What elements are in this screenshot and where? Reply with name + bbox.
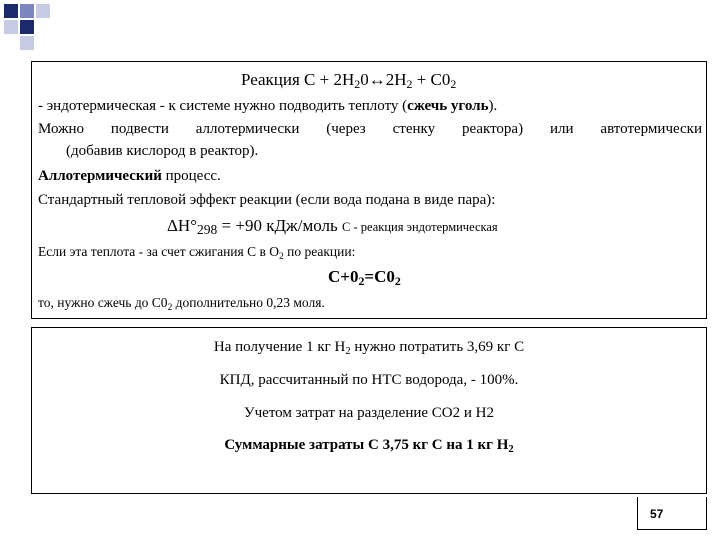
summary-line-hydrogen: На получение 1 кг $Н_2$ нужно потратить 3,69 кг С [213, 339, 525, 357]
reaction-title: Реакция $С + 2Н_20\leftrightarrow 2Н_2 + С0_2$ [241, 70, 457, 91]
combustion-reaction: $С+0_2=С0_2$ [328, 267, 401, 288]
corner-decoration [0, 0, 60, 50]
enthalpy-line: $\Delta Н^\circ_{298} = +90$ кДж/моль С - реакция эндотермическая [167, 216, 498, 237]
page-number-frame [637, 497, 707, 530]
standard-effect-line: Стандартный тепловой эффект реакции (если вода подана в виде пара): [38, 192, 496, 208]
supply-line: Можно подвести аллотермически (через стенку реактора) или автотермически [38, 121, 702, 137]
summary-line-total: Суммарные затраты С 3,75 кг С на 1 кг $Н_2$ [224, 437, 514, 455]
summary-line-efficiency: КПД, рассчитанный по НТС водорода, - 100%. [219, 372, 519, 388]
summary-text-box [31, 327, 707, 494]
page-number: 57 [650, 507, 664, 521]
supply-line-continued: (добавив кислород в реактор). [66, 143, 259, 159]
summary-line-separation: Учетом затрат на разделение СО2 и Н2 [244, 405, 494, 421]
reaction-text-box [31, 61, 707, 319]
extra-carbon-line: то, нужно сжечь до $С0_2$ дополнительно 0,23 моля. [38, 295, 325, 313]
allothermal-line: Аллотермический процесс. [38, 168, 221, 184]
endothermic-line: - эндотермическая - к системе нужно подводить теплоту (сжечь уголь). [38, 98, 498, 114]
heat-source-line: Если эта теплота - за счет сжигания С в $О_2$ по реакции: [38, 244, 356, 262]
